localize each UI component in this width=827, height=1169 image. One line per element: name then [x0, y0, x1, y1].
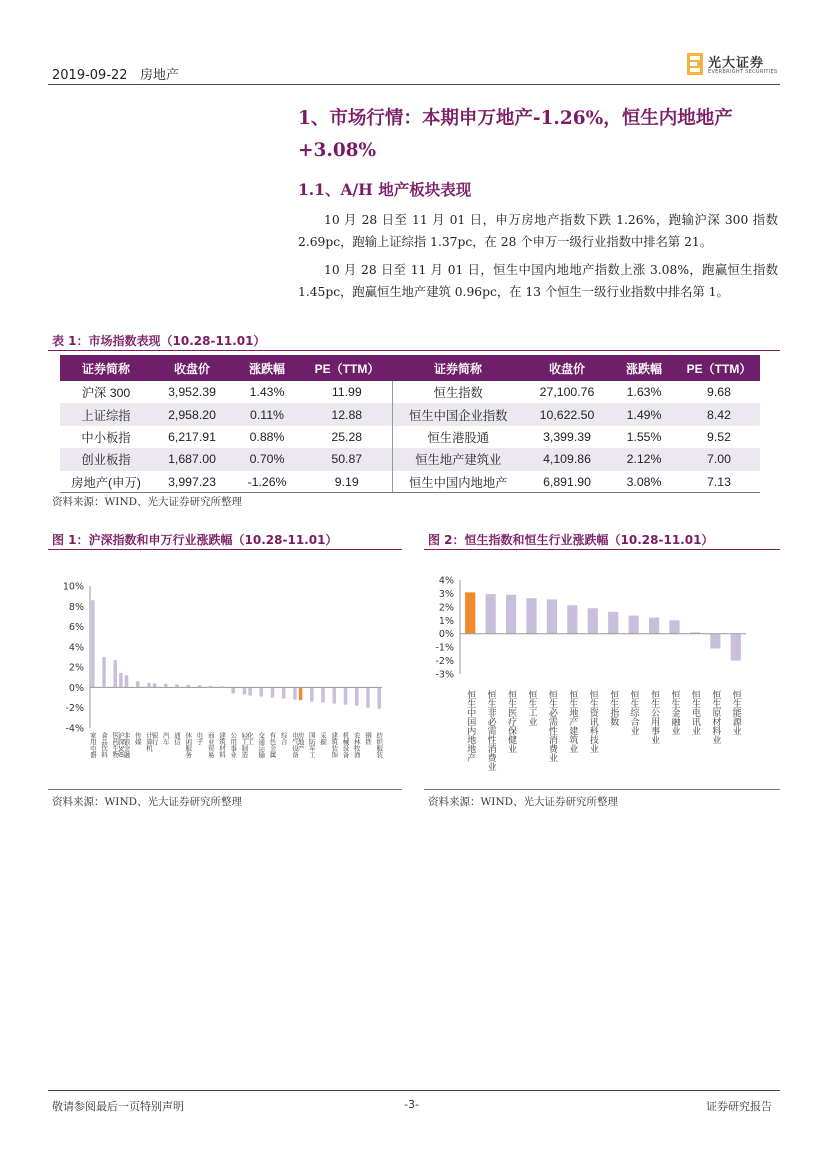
figure1-source: 资料来源：WIND、光大证券研究所整理 — [52, 796, 243, 808]
bar — [282, 687, 285, 698]
table-cell: 恒生指数 — [433, 386, 483, 401]
bar — [731, 634, 741, 661]
category-label: 机械设备 — [341, 732, 350, 758]
category-label: 医药生物 — [111, 732, 120, 758]
category-label: 电气设备 — [290, 732, 299, 758]
category-label: 银行 — [150, 732, 159, 745]
bar — [465, 592, 475, 633]
bar — [506, 595, 516, 634]
bar — [164, 684, 167, 688]
category-label: 恒生金融业 — [669, 690, 680, 735]
category-label: 纺织服装 — [375, 732, 384, 758]
bar — [377, 687, 380, 708]
table-cell: 创业板指 — [60, 448, 152, 470]
category-label: 综合 — [279, 732, 288, 745]
category-label: 轻工制造 — [240, 732, 249, 758]
category-label: 计算机 — [144, 732, 153, 752]
figure2-bar-chart — [428, 570, 773, 780]
category-label: 恒生资讯科技业 — [587, 690, 598, 753]
bar — [321, 687, 324, 702]
company-logo — [686, 52, 781, 78]
bar — [588, 608, 598, 634]
table-cell: 50.87 — [302, 448, 392, 470]
bar — [260, 687, 263, 696]
category-label: 恒生综合业 — [628, 690, 639, 735]
category-label: 商业贸易 — [206, 732, 215, 758]
report-date-sector — [52, 64, 179, 83]
category-label: 公用事业 — [229, 732, 238, 758]
page-number: -3- — [404, 1098, 419, 1111]
category-label: 恒生原材料业 — [710, 690, 721, 744]
table-cell: 9.19 — [302, 471, 392, 493]
category-label: 传媒 — [133, 732, 142, 745]
bar — [310, 687, 313, 701]
paragraph-hshare: 10 月 28 日至 11 月 01 日，恒生中国内地地产指数上涨 3.08%，跑赢恒生指数 1.45pc，跑赢恒生地产建筑 0.96pc，在 13 个恒生一级行业指数中排名第 1。 — [298, 263, 778, 299]
figure2-title: 图 2：恒生指数和恒生行业涨跌幅（10.28-11.01） — [428, 533, 714, 547]
table-cell: 10,622.50 — [524, 403, 610, 425]
bar — [366, 687, 369, 707]
subsection-heading: 1.1、A/H 地产板块表现 — [298, 180, 472, 199]
col-header: 收盘价 — [152, 355, 232, 381]
table-cell: 0.70% — [232, 448, 302, 470]
table-cell: 3,399.39 — [543, 429, 591, 444]
col-header: 证券简称 — [392, 355, 524, 381]
category-label: 恒生地产建筑业 — [567, 690, 578, 753]
bar — [102, 657, 105, 687]
table-cell: 11.99 — [302, 381, 392, 403]
category-label: 电子 — [195, 732, 204, 745]
table-cell: 沪深 300 — [81, 386, 131, 401]
y-tick-label: -1% — [435, 642, 454, 654]
category-label: 非银金融 — [122, 732, 131, 758]
table-cell: 上证综指 — [60, 403, 152, 425]
bar — [567, 605, 577, 633]
table-cell: 9.52 — [707, 429, 731, 444]
table-cell: 房地产(申万) — [60, 471, 152, 493]
figure2-bottom-divider — [424, 789, 780, 790]
figure1-title: 图 1：沪深指数和申万行业涨跌幅（10.28-11.01） — [52, 533, 338, 547]
figure1-bottom-divider — [48, 789, 402, 790]
table-cell: 3,997.23 — [152, 471, 232, 493]
table-row — [60, 403, 760, 425]
y-tick-label: -3% — [435, 669, 454, 681]
table-cell: 1.49% — [610, 403, 678, 425]
header-divider — [48, 84, 780, 85]
col-header: 涨跌幅 — [232, 355, 302, 381]
y-tick-label: 8% — [68, 601, 84, 613]
table-cell: 1.55% — [626, 429, 662, 444]
table-row — [60, 426, 760, 448]
table-cell: 3,952.39 — [168, 385, 216, 400]
category-label: 建筑材料 — [217, 732, 226, 758]
category-label: 恒生能源业 — [730, 690, 741, 735]
paragraph-ashare: 10 月 28 日至 11 月 01 日，申万房地产指数下跌 1.26%，跑输沪深 300 指数 2.69pc，跑输上证综指 1.37pc，在 28 个申万一级行业指数中排名第 21。 — [298, 213, 778, 249]
y-tick-label: 0% — [68, 682, 84, 694]
table-cell: 恒生港股通 — [427, 430, 489, 445]
logo-mark-icon — [686, 52, 704, 76]
category-label: 恒生电讯业 — [689, 690, 700, 735]
table-cell: 1.63% — [626, 385, 662, 400]
category-label: 采掘 — [319, 732, 328, 745]
bar — [147, 683, 150, 688]
y-tick-label: -4% — [65, 723, 84, 735]
category-label: 家用电器 — [88, 732, 97, 758]
y-tick-label: 4% — [68, 642, 84, 654]
bar — [526, 598, 536, 634]
table-cell: 恒生中国企业指数 — [392, 403, 524, 425]
category-label: 化工 — [246, 732, 255, 745]
market-index-table — [60, 355, 760, 493]
y-tick-label: 10% — [62, 581, 84, 593]
y-tick-label: 6% — [68, 622, 84, 634]
table-cell: 4,109.86 — [524, 448, 610, 470]
category-label: 恒生中国内地地产 — [465, 690, 476, 762]
figure2-source: 资料来源：WIND、光大证券研究所整理 — [428, 796, 619, 808]
table-header-row — [60, 355, 760, 381]
table-cell: 2,958.20 — [152, 403, 232, 425]
bar — [248, 687, 251, 695]
table-cell: 6,891.90 — [524, 471, 610, 493]
table-cell: 7.00 — [678, 448, 760, 470]
section-heading: 1、市场行情：本期申万地产-1.26%，恒生内地地产+3.08% — [298, 108, 733, 161]
category-label: 有色金属 — [268, 732, 277, 758]
col-header: 涨跌幅 — [610, 355, 678, 381]
category-label: 交通运输 — [257, 732, 266, 758]
category-label: 恒生非必需性消费业 — [485, 690, 496, 771]
logo-name: 光大证券 — [708, 56, 765, 71]
figure1-bar-chart — [50, 572, 390, 772]
y-tick-label: 1% — [438, 615, 454, 627]
y-tick-label: 2% — [438, 602, 454, 614]
category-label: 沪深300 — [116, 732, 125, 758]
category-label: 国防军工 — [307, 732, 316, 758]
category-label: 食品饮料 — [100, 732, 109, 758]
table-cell: 8.42 — [678, 403, 760, 425]
bar — [299, 687, 302, 700]
category-label: 恒生医疗保健业 — [506, 690, 517, 753]
report-date: 2019-09-22 — [52, 68, 128, 83]
table-cell: 0.88% — [249, 429, 285, 444]
bar — [271, 687, 274, 697]
table-cell: 恒生中国内地地产 — [392, 471, 524, 493]
footer-divider — [48, 1090, 780, 1091]
bar — [649, 618, 659, 634]
col-header: PE（TTM） — [302, 355, 392, 381]
category-label: 恒生指数 — [608, 690, 619, 726]
table-cell: 恒生地产建筑业 — [392, 448, 524, 470]
category-label: 恒生公用事业 — [649, 690, 660, 744]
y-tick-label: -2% — [435, 656, 454, 668]
table-cell: 3.08% — [610, 471, 678, 493]
logo-english-name: EVERBRIGHT SECURITIES — [708, 69, 778, 75]
col-header: 收盘价 — [524, 355, 610, 381]
bar — [486, 594, 496, 634]
category-label: 建筑装饰 — [330, 732, 339, 758]
bar — [125, 675, 128, 687]
table-cell: 9.68 — [707, 385, 731, 400]
table-row — [60, 381, 760, 403]
col-header: 证券简称 — [60, 355, 152, 381]
y-tick-label: 0% — [438, 629, 454, 641]
figure1-title-divider — [48, 549, 402, 550]
category-label: 恒生工业 — [526, 690, 537, 726]
category-label: 农林牧渔 — [352, 732, 361, 758]
bar — [243, 687, 246, 694]
table-row — [60, 471, 760, 493]
table-row — [60, 448, 760, 470]
table-cell: 7.13 — [678, 471, 760, 493]
category-label: 休闲服务 — [184, 732, 193, 758]
bar — [547, 599, 557, 633]
table-cell: 1,687.00 — [152, 448, 232, 470]
table-cell: 12.88 — [302, 403, 392, 425]
bar — [231, 687, 234, 693]
y-tick-label: 4% — [438, 575, 454, 587]
bar — [119, 673, 122, 688]
table-cell: 6,217.91 — [168, 429, 216, 444]
table-title: 表 1：市场指数表现（10.28-11.01） — [52, 334, 266, 348]
table-cell: 1.43% — [249, 385, 285, 400]
figure2-title-divider — [424, 549, 780, 550]
category-label: 通信 — [173, 732, 182, 745]
bar — [710, 634, 720, 649]
category-label: 恒生必需性消费业 — [546, 690, 557, 762]
table-cell: 25.28 — [302, 426, 392, 448]
bar — [91, 600, 94, 687]
table-cell: 中小板指 — [81, 430, 131, 445]
table-cell: 27,100.76 — [539, 385, 595, 400]
bar — [669, 620, 679, 633]
bar — [153, 683, 156, 687]
bar — [136, 681, 139, 687]
bar — [355, 687, 358, 705]
y-tick-label: 3% — [438, 588, 454, 600]
table-cell: -1.26% — [232, 471, 302, 493]
table-cell: 0.11% — [232, 403, 302, 425]
bar — [333, 687, 336, 703]
category-label: 汽车 — [161, 732, 170, 745]
y-tick-label: 2% — [68, 662, 84, 674]
footer-disclaimer: 敬请参阅最后一页特别声明 — [52, 1100, 184, 1113]
table-source: 资料来源：WIND、光大证券研究所整理 — [52, 496, 243, 508]
bar — [629, 616, 639, 634]
table-cell: 2.12% — [610, 448, 678, 470]
bar — [344, 687, 347, 704]
table-title-divider — [48, 350, 780, 351]
report-sector: 房地产 — [139, 68, 179, 83]
col-header: PE（TTM） — [678, 355, 760, 381]
bar — [293, 687, 296, 699]
bar — [608, 612, 618, 634]
category-label: 房地产 — [296, 732, 305, 752]
bar — [114, 660, 117, 687]
category-label: 钢铁 — [363, 732, 372, 745]
footer-report-type: 证券研究报告 — [706, 1100, 772, 1113]
y-tick-label: -2% — [65, 703, 84, 715]
